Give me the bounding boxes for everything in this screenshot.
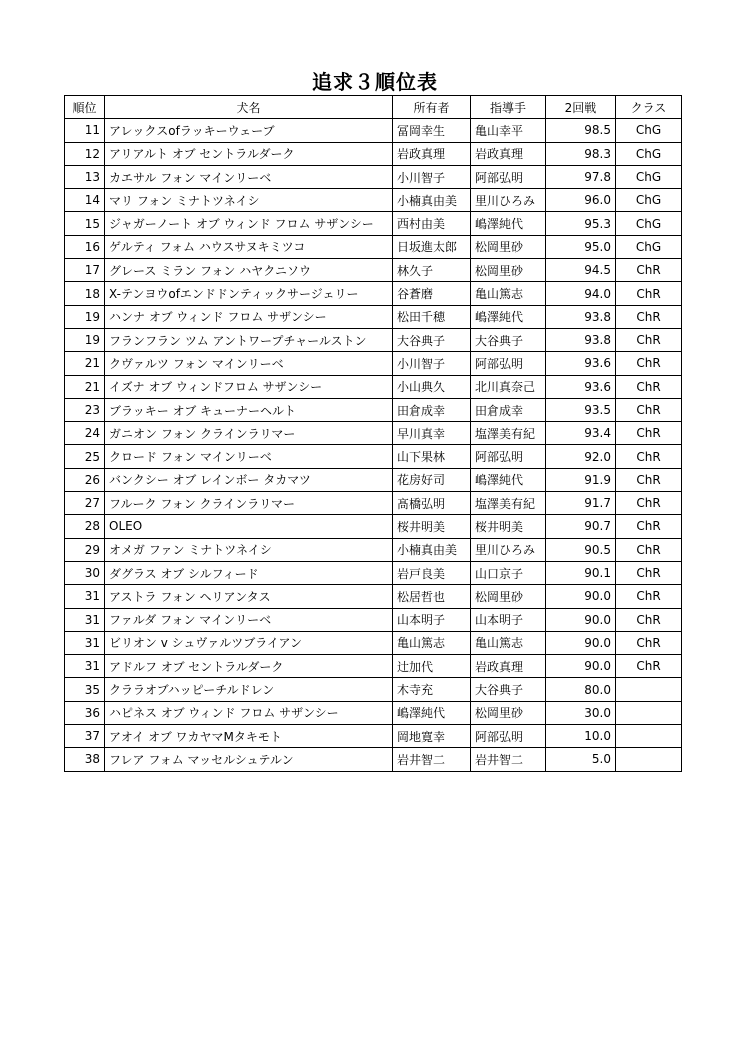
rank-cell: 31 <box>65 631 105 654</box>
rank-cell: 30 <box>65 561 105 584</box>
rank-cell: 19 <box>65 305 105 328</box>
table-row <box>65 608 682 631</box>
rank-cell: 35 <box>65 678 105 701</box>
class-cell: ChG <box>616 119 682 142</box>
rank-cell: 23 <box>65 398 105 421</box>
owner-cell: 早川真幸 <box>393 422 471 445</box>
owner-cell: 亀山篤志 <box>393 631 471 654</box>
rank-cell: 31 <box>65 655 105 678</box>
dog-name-cell: アオイ オブ ワカヤマMタキモト <box>105 725 393 748</box>
table-row <box>65 748 682 771</box>
dog-name-cell: マリ フォン ミナトツネイシ <box>105 189 393 212</box>
rank-cell: 31 <box>65 608 105 631</box>
table-row <box>65 398 682 421</box>
dog-name-cell: バンクシー オブ レインボー タカマツ <box>105 468 393 491</box>
class-cell: ChR <box>616 468 682 491</box>
rank-cell: 37 <box>65 725 105 748</box>
handler-cell: 亀山篤志 <box>471 282 546 305</box>
owner-cell: 岩政真理 <box>393 142 471 165</box>
owner-cell: 田倉成幸 <box>393 398 471 421</box>
rank-cell: 21 <box>65 352 105 375</box>
dog-name-cell: オメガ ファン ミナトツネイシ <box>105 538 393 561</box>
dog-name-cell: アレックスofラッキーウェーブ <box>105 119 393 142</box>
table-row <box>65 189 682 212</box>
rank-cell: 38 <box>65 748 105 771</box>
table-row <box>65 328 682 351</box>
dog-name-cell: ビリオン v シュヴァルツブライアン <box>105 631 393 654</box>
rank-cell: 17 <box>65 259 105 282</box>
header-dog-name: 犬名 <box>105 96 393 119</box>
table-row <box>65 631 682 654</box>
class-cell: ChR <box>616 375 682 398</box>
dog-name-cell: X-テンヨウofエンドドンティックサージェリー <box>105 282 393 305</box>
owner-cell: 岩井智二 <box>393 748 471 771</box>
handler-cell: 岩政真理 <box>471 142 546 165</box>
handler-cell: 北川真奈己 <box>471 375 546 398</box>
dog-name-cell: ジャガーノート オブ ウィンド フロム サザンシー <box>105 212 393 235</box>
table-row <box>65 655 682 678</box>
round2-score-cell: 98.5 <box>546 119 616 142</box>
table-row <box>65 538 682 561</box>
table-row <box>65 422 682 445</box>
handler-cell: 岩井智二 <box>471 748 546 771</box>
rank-cell: 29 <box>65 538 105 561</box>
table-row <box>65 212 682 235</box>
round2-score-cell: 95.3 <box>546 212 616 235</box>
round2-score-cell: 90.0 <box>546 608 616 631</box>
owner-cell: 嶋澤純代 <box>393 701 471 724</box>
handler-cell: 阿部弘明 <box>471 165 546 188</box>
handler-cell: 山口京子 <box>471 561 546 584</box>
table-row <box>65 235 682 258</box>
handler-cell: 大谷典子 <box>471 678 546 701</box>
owner-cell: 谷蒼磨 <box>393 282 471 305</box>
owner-cell: 冨岡幸生 <box>393 119 471 142</box>
class-cell: ChG <box>616 235 682 258</box>
rank-cell: 16 <box>65 235 105 258</box>
handler-cell: 亀山幸平 <box>471 119 546 142</box>
table-row <box>65 492 682 515</box>
dog-name-cell: クヴァルツ フォン マインリーベ <box>105 352 393 375</box>
rank-cell: 12 <box>65 142 105 165</box>
dog-name-cell: アリアルト オブ セントラルダーク <box>105 142 393 165</box>
class-cell: ChR <box>616 282 682 305</box>
owner-cell: 木寺充 <box>393 678 471 701</box>
dog-name-cell: アストラ フォン ヘリアンタス <box>105 585 393 608</box>
class-cell: ChR <box>616 422 682 445</box>
table-row <box>65 678 682 701</box>
class-cell: ChG <box>616 189 682 212</box>
table-row <box>65 305 682 328</box>
handler-cell: 亀山篤志 <box>471 631 546 654</box>
rank-cell: 19 <box>65 328 105 351</box>
handler-cell: 桜井明美 <box>471 515 546 538</box>
handler-cell: 阿部弘明 <box>471 725 546 748</box>
class-cell <box>616 725 682 748</box>
dog-name-cell: グレース ミラン フォン ハヤクニソウ <box>105 259 393 282</box>
class-cell: ChR <box>616 352 682 375</box>
owner-cell: 小楠真由美 <box>393 189 471 212</box>
round2-score-cell: 93.5 <box>546 398 616 421</box>
class-cell <box>616 701 682 724</box>
table-row <box>65 701 682 724</box>
table-row <box>65 445 682 468</box>
ranking-table <box>64 95 682 772</box>
round2-score-cell: 91.7 <box>546 492 616 515</box>
dog-name-cell: フランフラン ツム アントワープチャールストン <box>105 328 393 351</box>
rank-cell: 27 <box>65 492 105 515</box>
handler-cell: 岩政真理 <box>471 655 546 678</box>
round2-score-cell: 93.6 <box>546 352 616 375</box>
round2-score-cell: 92.0 <box>546 445 616 468</box>
table-row <box>65 468 682 491</box>
dog-name-cell: ハピネス オブ ウィンド フロム サザンシー <box>105 701 393 724</box>
round2-score-cell: 93.8 <box>546 305 616 328</box>
rank-cell: 31 <box>65 585 105 608</box>
owner-cell: 西村由美 <box>393 212 471 235</box>
header-owner: 所有者 <box>393 96 471 119</box>
rank-cell: 13 <box>65 165 105 188</box>
owner-cell: 山下果林 <box>393 445 471 468</box>
handler-cell: 松岡里砂 <box>471 585 546 608</box>
table-body <box>65 119 682 771</box>
class-cell: ChR <box>616 515 682 538</box>
round2-score-cell: 80.0 <box>546 678 616 701</box>
class-cell <box>616 748 682 771</box>
owner-cell: 岡地寛幸 <box>393 725 471 748</box>
owner-cell: 松田千穂 <box>393 305 471 328</box>
class-cell <box>616 678 682 701</box>
rank-cell: 14 <box>65 189 105 212</box>
round2-score-cell: 95.0 <box>546 235 616 258</box>
dog-name-cell: OLEO <box>105 515 393 538</box>
class-cell: ChR <box>616 445 682 468</box>
table-row <box>65 165 682 188</box>
dog-name-cell: ブラッキー オブ キューナーヘルト <box>105 398 393 421</box>
round2-score-cell: 90.5 <box>546 538 616 561</box>
table-row <box>65 515 682 538</box>
handler-cell: 嶋澤純代 <box>471 212 546 235</box>
owner-cell: 山本明子 <box>393 608 471 631</box>
class-cell: ChG <box>616 165 682 188</box>
owner-cell: 松居哲也 <box>393 585 471 608</box>
table-row <box>65 561 682 584</box>
table-row <box>65 119 682 142</box>
owner-cell: 大谷典子 <box>393 328 471 351</box>
rank-cell: 25 <box>65 445 105 468</box>
table-row <box>65 585 682 608</box>
handler-cell: 塩澤美有紀 <box>471 422 546 445</box>
dog-name-cell: フルーク フォン クラインラリマー <box>105 492 393 515</box>
dog-name-cell: イズナ オブ ウィンドフロム サザンシー <box>105 375 393 398</box>
owner-cell: 小川智子 <box>393 165 471 188</box>
round2-score-cell: 97.8 <box>546 165 616 188</box>
handler-cell: 松岡里砂 <box>471 701 546 724</box>
rank-cell: 28 <box>65 515 105 538</box>
table-row <box>65 142 682 165</box>
round2-score-cell: 96.0 <box>546 189 616 212</box>
table-header-row <box>65 96 682 119</box>
table-row <box>65 282 682 305</box>
dog-name-cell: ゲルティ フォム ハウスサヌキミツコ <box>105 235 393 258</box>
class-cell: ChG <box>616 142 682 165</box>
class-cell: ChR <box>616 585 682 608</box>
dog-name-cell: アドルフ オブ セントラルダーク <box>105 655 393 678</box>
header-rank: 順位 <box>65 96 105 119</box>
owner-cell: 小川智子 <box>393 352 471 375</box>
class-cell: ChR <box>616 492 682 515</box>
round2-score-cell: 93.6 <box>546 375 616 398</box>
dog-name-cell: ガニオン フォン クラインラリマー <box>105 422 393 445</box>
round2-score-cell: 93.8 <box>546 328 616 351</box>
handler-cell: 嶋澤純代 <box>471 305 546 328</box>
dog-name-cell: クロード フォン マインリーベ <box>105 445 393 468</box>
handler-cell: 阿部弘明 <box>471 445 546 468</box>
dog-name-cell: ファルダ フォン マインリーベ <box>105 608 393 631</box>
owner-cell: 林久子 <box>393 259 471 282</box>
header-class: クラス <box>616 96 682 119</box>
dog-name-cell: クララオブハッピーチルドレン <box>105 678 393 701</box>
class-cell: ChR <box>616 259 682 282</box>
owner-cell: 日坂進太郎 <box>393 235 471 258</box>
round2-score-cell: 93.4 <box>546 422 616 445</box>
round2-score-cell: 90.0 <box>546 631 616 654</box>
rank-cell: 24 <box>65 422 105 445</box>
handler-cell: 山本明子 <box>471 608 546 631</box>
class-cell: ChR <box>616 538 682 561</box>
rank-cell: 11 <box>65 119 105 142</box>
owner-cell: 辻加代 <box>393 655 471 678</box>
dog-name-cell: フレア フォム マッセルシュテルン <box>105 748 393 771</box>
table-row <box>65 375 682 398</box>
class-cell: ChR <box>616 305 682 328</box>
owner-cell: 髙橋弘明 <box>393 492 471 515</box>
round2-score-cell: 90.7 <box>546 515 616 538</box>
class-cell: ChR <box>616 328 682 351</box>
round2-score-cell: 10.0 <box>546 725 616 748</box>
class-cell: ChR <box>616 631 682 654</box>
header-round2: 2回戦 <box>546 96 616 119</box>
handler-cell: 里川ひろみ <box>471 538 546 561</box>
dog-name-cell: ダグラス オブ シルフィード <box>105 561 393 584</box>
handler-cell: 松岡里砂 <box>471 235 546 258</box>
round2-score-cell: 30.0 <box>546 701 616 724</box>
round2-score-cell: 90.0 <box>546 655 616 678</box>
rank-cell: 15 <box>65 212 105 235</box>
round2-score-cell: 98.3 <box>546 142 616 165</box>
table-row <box>65 259 682 282</box>
round2-score-cell: 5.0 <box>546 748 616 771</box>
handler-cell: 松岡里砂 <box>471 259 546 282</box>
rank-cell: 21 <box>65 375 105 398</box>
round2-score-cell: 91.9 <box>546 468 616 491</box>
table-row <box>65 352 682 375</box>
table-row <box>65 725 682 748</box>
round2-score-cell: 90.1 <box>546 561 616 584</box>
page-title: 追求３順位表 <box>312 70 438 94</box>
round2-score-cell: 90.0 <box>546 585 616 608</box>
class-cell: ChG <box>616 212 682 235</box>
owner-cell: 小楠真由美 <box>393 538 471 561</box>
handler-cell: 大谷典子 <box>471 328 546 351</box>
handler-cell: 嶋澤純代 <box>471 468 546 491</box>
round2-score-cell: 94.5 <box>546 259 616 282</box>
dog-name-cell: ハンナ オブ ウィンド フロム サザンシー <box>105 305 393 328</box>
class-cell: ChR <box>616 561 682 584</box>
rank-cell: 18 <box>65 282 105 305</box>
dog-name-cell: カエサル フォン マインリーベ <box>105 165 393 188</box>
owner-cell: 岩戸良美 <box>393 561 471 584</box>
owner-cell: 花房好司 <box>393 468 471 491</box>
round2-score-cell: 94.0 <box>546 282 616 305</box>
rank-cell: 26 <box>65 468 105 491</box>
owner-cell: 小山典久 <box>393 375 471 398</box>
class-cell: ChR <box>616 655 682 678</box>
rank-cell: 36 <box>65 701 105 724</box>
handler-cell: 塩澤美有紀 <box>471 492 546 515</box>
header-handler: 指導手 <box>471 96 546 119</box>
handler-cell: 田倉成幸 <box>471 398 546 421</box>
class-cell: ChR <box>616 608 682 631</box>
handler-cell: 阿部弘明 <box>471 352 546 375</box>
class-cell: ChR <box>616 398 682 421</box>
handler-cell: 里川ひろみ <box>471 189 546 212</box>
owner-cell: 桜井明美 <box>393 515 471 538</box>
